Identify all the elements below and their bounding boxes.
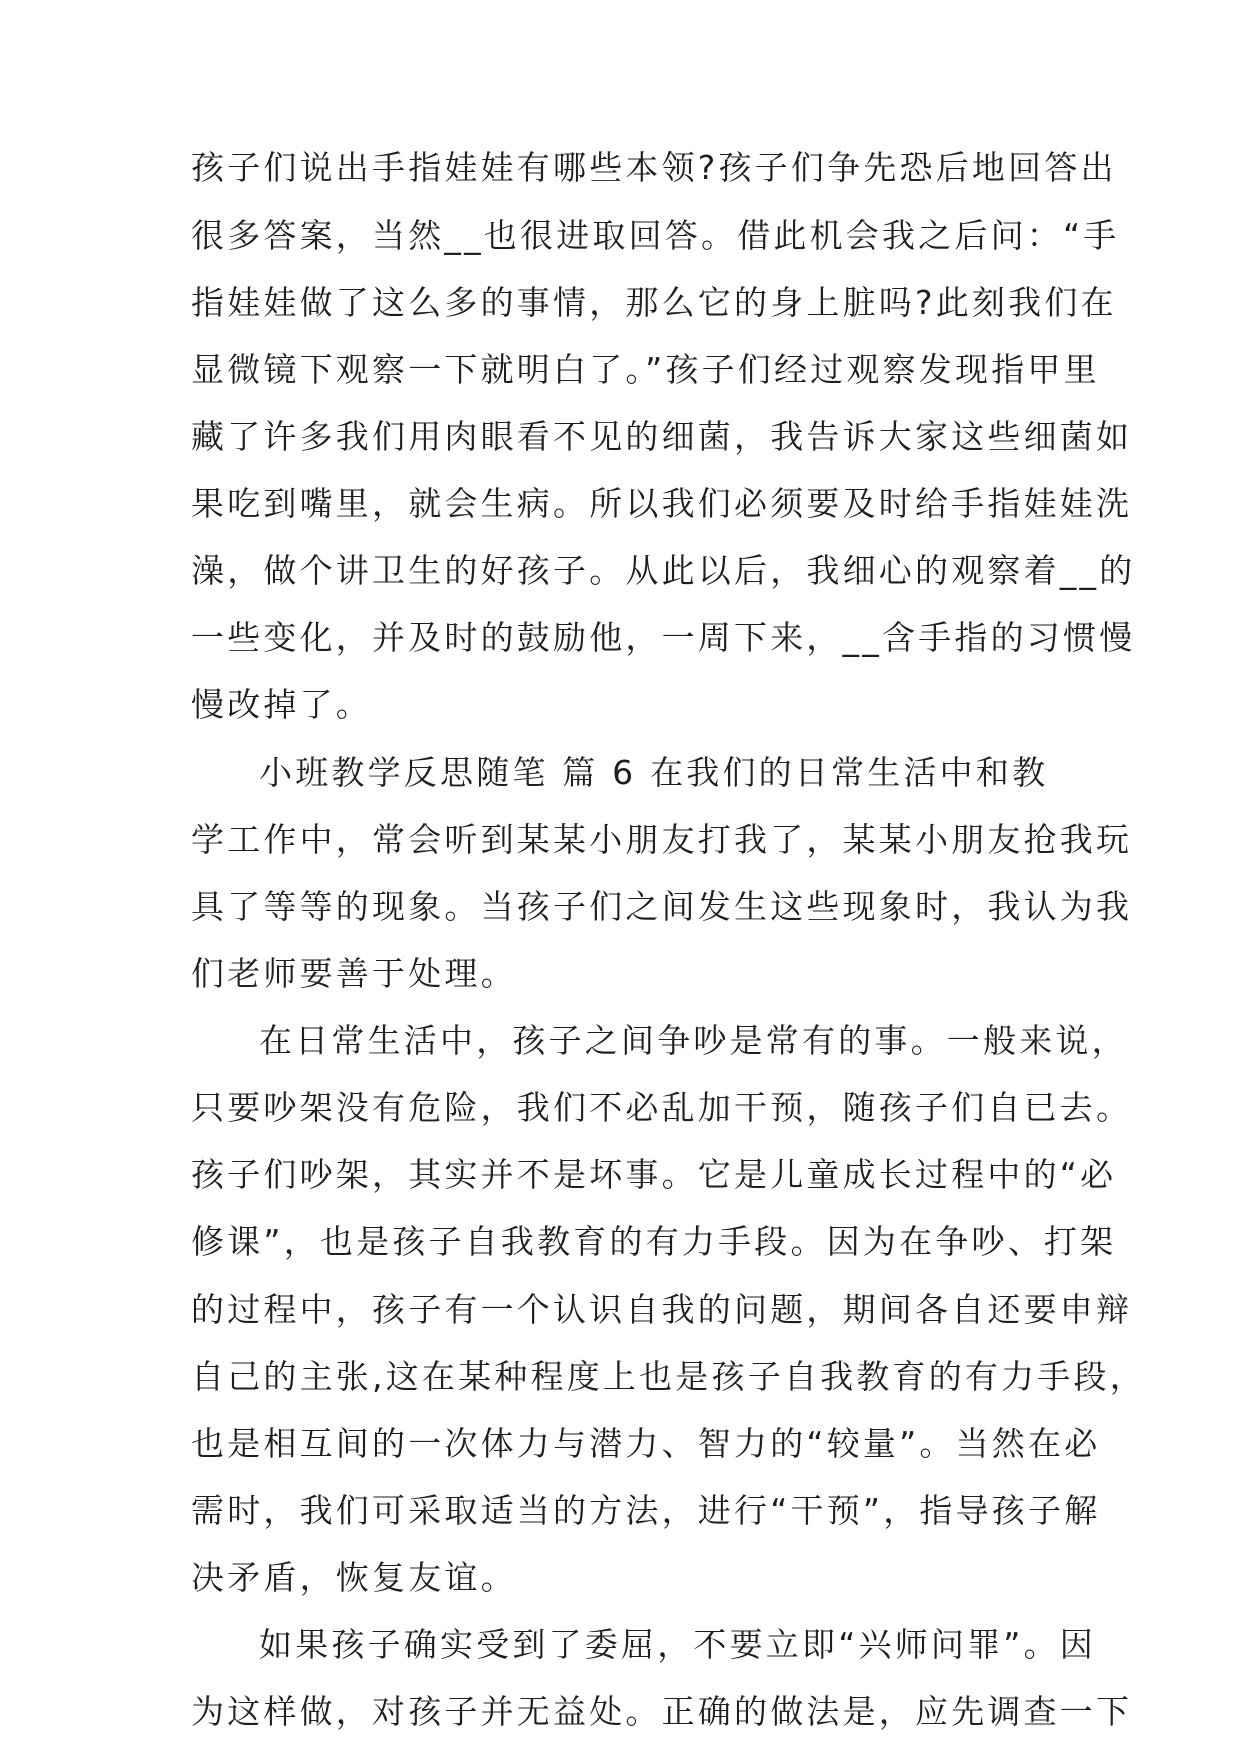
text-line: 很多答案，当然__也很进取回答。借此机会我之后问：“手 bbox=[191, 216, 1120, 255]
section-heading-line: 小班教学反思随笔 篇 6 在我们的日常生活中和教 bbox=[259, 753, 1049, 792]
text-line: 的过程中，孩子有一个认识自我的问题，期间各自还要申辩 bbox=[191, 1290, 1133, 1329]
text-line: 修课”，也是孩子自我教育的有力手段。因为在争吵、打架 bbox=[191, 1222, 1117, 1261]
text-line: 指娃娃做了这么多的事情，那么它的身上脏吗?此刻我们在 bbox=[191, 283, 1117, 322]
text-line: 们老师要善于处理。 bbox=[191, 954, 517, 993]
text-line: 显微镜下观察一下就明白了。”孩子们经过观察发现指甲里 bbox=[191, 350, 1100, 389]
text-line: 果吃到嘴里，就会生病。所以我们必须要及时给手指娃娃洗 bbox=[191, 484, 1133, 523]
text-line: 自己的主张,这在某种程度上也是孩子自我教育的有力手段， bbox=[191, 1357, 1146, 1396]
text-line: 澡，做个讲卫生的好孩子。从此以后，我细心的观察着__的 bbox=[191, 551, 1136, 590]
paragraph-start-line: 在日常生活中，孩子之间争吵是常有的事。一般来说， bbox=[259, 1021, 1128, 1060]
text-line: 孩子们说出手指娃娃有哪些本领?孩子们争先恐后地回答出 bbox=[191, 148, 1117, 187]
text-line: 孩子们吵架，其实并不是坏事。它是儿童成长过程中的“必 bbox=[191, 1155, 1117, 1194]
text-line: 学工作中，常会听到某某小朋友打我了，某某小朋友抢我玩 bbox=[191, 820, 1133, 859]
text-line: 一些变化，并及时的鼓励他，一周下来，__含手指的习惯慢 bbox=[191, 618, 1136, 657]
paragraph-start-line: 如果孩子确实受到了委屈，不要立即“兴师问罪”。因 bbox=[259, 1625, 1096, 1664]
text-line: 为这样做，对孩子并无益处。正确的做法是，应先调查一下 bbox=[191, 1692, 1133, 1731]
text-line: 具了等等的现象。当孩子们之间发生这些现象时，我认为我 bbox=[191, 887, 1133, 926]
text-line: 藏了许多我们用肉眼看不见的细菌，我告诉大家这些细菌如 bbox=[191, 417, 1133, 456]
text-line: 也是相互间的一次体力与潜力、智力的“较量”。当然在必 bbox=[191, 1424, 1101, 1463]
text-line: 慢改掉了。 bbox=[191, 685, 372, 724]
text-line: 只要吵架没有危险，我们不必乱加干预，随孩子们自已去。 bbox=[191, 1088, 1133, 1127]
text-line: 决矛盾，恢复友谊。 bbox=[191, 1558, 517, 1597]
text-line: 需时，我们可采取适当的方法，进行“干预”，指导孩子解 bbox=[191, 1491, 1101, 1530]
